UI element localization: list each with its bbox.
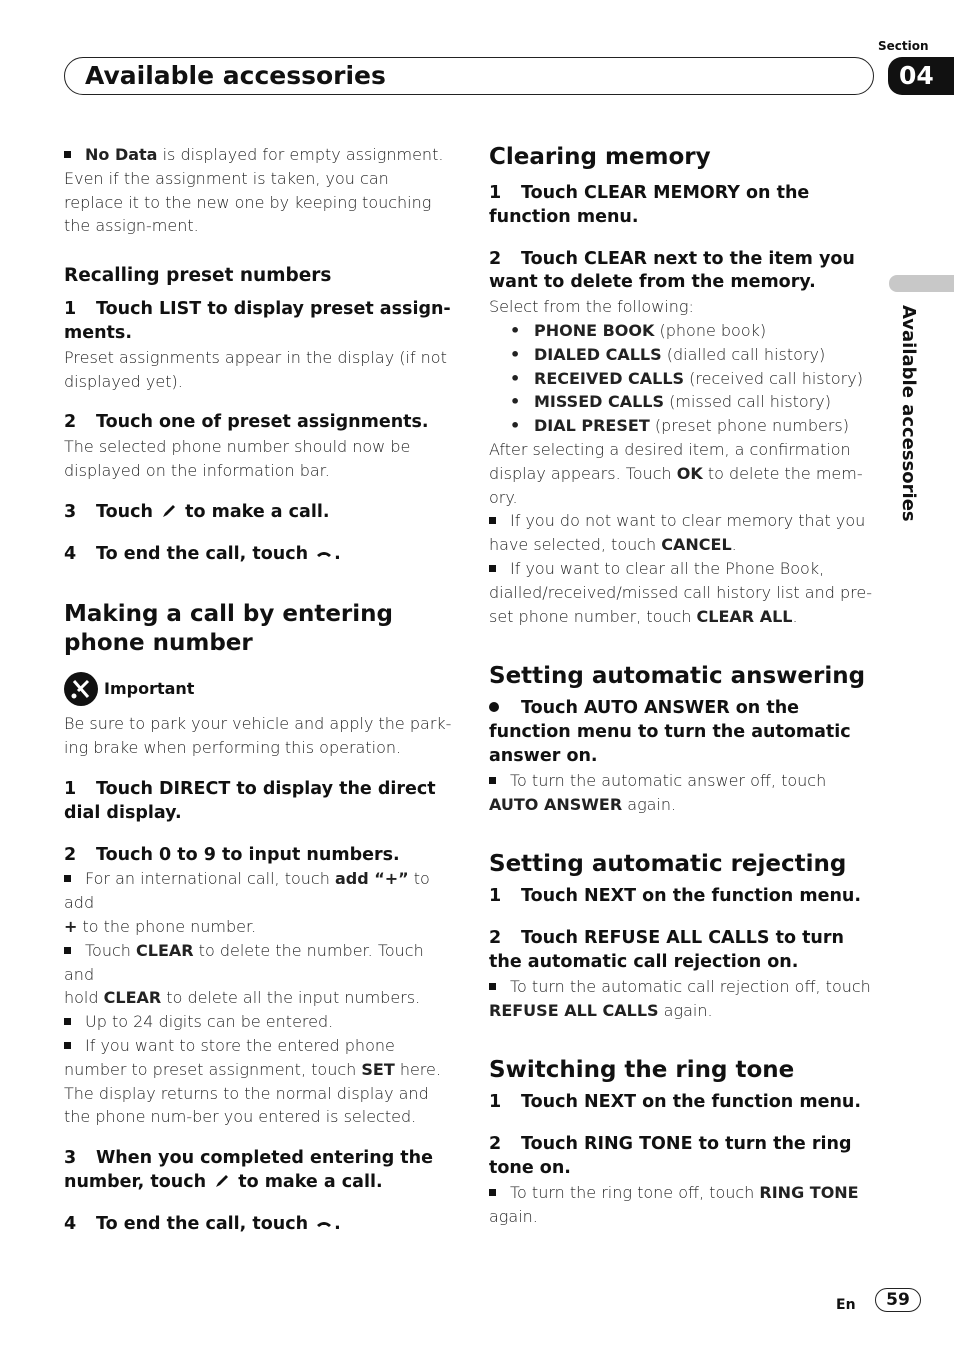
clearing-after-text: After selecting a desired item, a confirmation display appears. Touch OK to delete the mem-ory. <box>489 439 863 507</box>
rejecting-note: To turn the automatic call rejection off, touch REFUSE ALL CALLS again. <box>489 976 871 1020</box>
page-number: 59 <box>875 1288 921 1312</box>
recall-step-1: 1 Touch LIST to display preset assign-ments. <box>64 299 451 343</box>
no-data-term: No Data <box>85 145 158 164</box>
recall-step-4: 4 To end the call, touch . <box>64 543 341 564</box>
clearing-options <box>489 319 875 438</box>
square-bullet-icon <box>64 1018 71 1025</box>
phone-call-icon <box>214 1173 230 1189</box>
recall-step-1-body: Preset assignments appear in the display (if not displayed yet). <box>64 347 447 391</box>
making-step-3: 3 When you completed entering the number, touch to make a call. <box>64 1148 434 1192</box>
important-icon <box>64 672 98 706</box>
making-heading: Making a call by entering phone number <box>64 601 393 657</box>
square-bullet-icon <box>489 517 496 524</box>
rejecting-heading: Setting automatic rejecting <box>489 851 847 878</box>
square-bullet-icon <box>64 947 71 954</box>
square-bullet-icon <box>64 875 71 882</box>
right-column <box>489 143 875 1228</box>
list-item: • DIAL PRESET (preset phone numbers) <box>510 414 875 438</box>
intro-text: is displayed for empty assignment. <box>157 145 444 164</box>
square-bullet-icon <box>489 565 496 572</box>
phone-end-icon <box>316 545 332 561</box>
ring-note: To turn the ring tone off, touch RING TONE again. <box>489 1182 859 1226</box>
recall-step-3: 3 Touch to make a call. <box>64 501 330 522</box>
making-note-2: Touch CLEAR to delete the number. Touch and hold CLEAR to delete all the input numbers. <box>64 940 424 1008</box>
square-bullet-icon <box>489 777 496 784</box>
making-note-4: If you want to store the entered phone number to preset assignment, touch SET here. The display returns to the normal display and the phone num-ber you entered is selected. <box>64 1035 441 1127</box>
square-bullet-icon <box>64 151 71 158</box>
making-step-2: 2 Touch 0 to 9 to input numbers. <box>64 844 400 865</box>
side-tab-marker <box>889 275 954 292</box>
square-bullet-icon <box>489 983 496 990</box>
list-item: • DIALED CALLS (dialled call history) <box>510 343 875 367</box>
clearing-step-1: 1 Touch CLEAR MEMORY on the function menu. <box>489 183 810 227</box>
list-item: • RECEIVED CALLS (received call history) <box>510 367 875 391</box>
recall-heading: Recalling preset numbers <box>64 265 332 287</box>
round-bullet-icon <box>489 702 499 712</box>
making-step-1: 1 Touch DIRECT to display the direct dial display. <box>64 778 436 823</box>
page-title: Available accessories <box>85 61 386 90</box>
recall-step-2: 2 Touch one of preset assignments. <box>64 412 429 433</box>
footer-language: En <box>836 1297 856 1313</box>
intro-cont: Even if the assignment is taken, you can replace it to the new one by keeping touching the assign-ment. <box>64 168 432 236</box>
list-item: • PHONE BOOK (phone book) <box>510 319 875 343</box>
ring-step-1: 1 Touch NEXT on the function menu. <box>489 1092 862 1113</box>
making-step-4: 4 To end the call, touch . <box>64 1213 341 1234</box>
rejecting-step-1: 1 Touch NEXT on the function menu. <box>489 886 862 907</box>
important-text: Be sure to park your vehicle and apply the park-ing brake when performing this operation. <box>64 714 452 758</box>
recall-step-2-body: The selected phone number should now be displayed on the information bar. <box>64 437 411 480</box>
list-item: • MISSED CALLS (missed call history) <box>510 390 875 414</box>
left-column <box>64 143 452 1237</box>
phone-end-icon <box>316 1215 332 1231</box>
ring-step-2: 2 Touch RING TONE to turn the ring tone on. <box>489 1134 852 1178</box>
intro-note <box>64 143 452 167</box>
answering-step: Touch AUTO ANSWER on the function menu to turn the automatic answer on. <box>489 698 851 766</box>
square-bullet-icon <box>64 1042 71 1049</box>
section-label: Section <box>878 39 929 53</box>
important-callout <box>64 672 452 706</box>
important-label: Important <box>104 679 195 699</box>
rejecting-step-2: 2 Touch REFUSE ALL CALLS to turn the automatic call rejection on. <box>489 928 844 972</box>
answering-heading: Setting automatic answering <box>489 663 866 690</box>
square-bullet-icon <box>489 1189 496 1196</box>
section-number: 04 <box>888 57 954 95</box>
ring-heading: Switching the ring tone <box>489 1057 795 1084</box>
making-note-3: Up to 24 digits can be entered. <box>64 1010 452 1034</box>
clearing-heading: Clearing memory <box>489 144 711 170</box>
phone-call-icon <box>161 503 177 519</box>
clearing-select-text: Select from the following: <box>489 297 694 317</box>
header-bar <box>64 57 874 95</box>
making-note-1: For an international call, touch add “+” to add + to the phone number. <box>64 869 430 936</box>
side-tab-text: Available accessories <box>898 305 919 522</box>
clearing-step-2: 2 Touch CLEAR next to the item you want to delete from the memory. <box>489 248 855 293</box>
clearing-note-1: If you do not want to clear memory that you have selected, touch CANCEL. <box>489 511 866 555</box>
answering-note: To turn the automatic answer off, touch AUTO ANSWER again. <box>489 770 827 814</box>
clearing-note-2: If you want to clear all the Phone Book, dialled/received/missed call history list and pre-set phone number, touch CLEAR ALL. <box>489 558 872 626</box>
